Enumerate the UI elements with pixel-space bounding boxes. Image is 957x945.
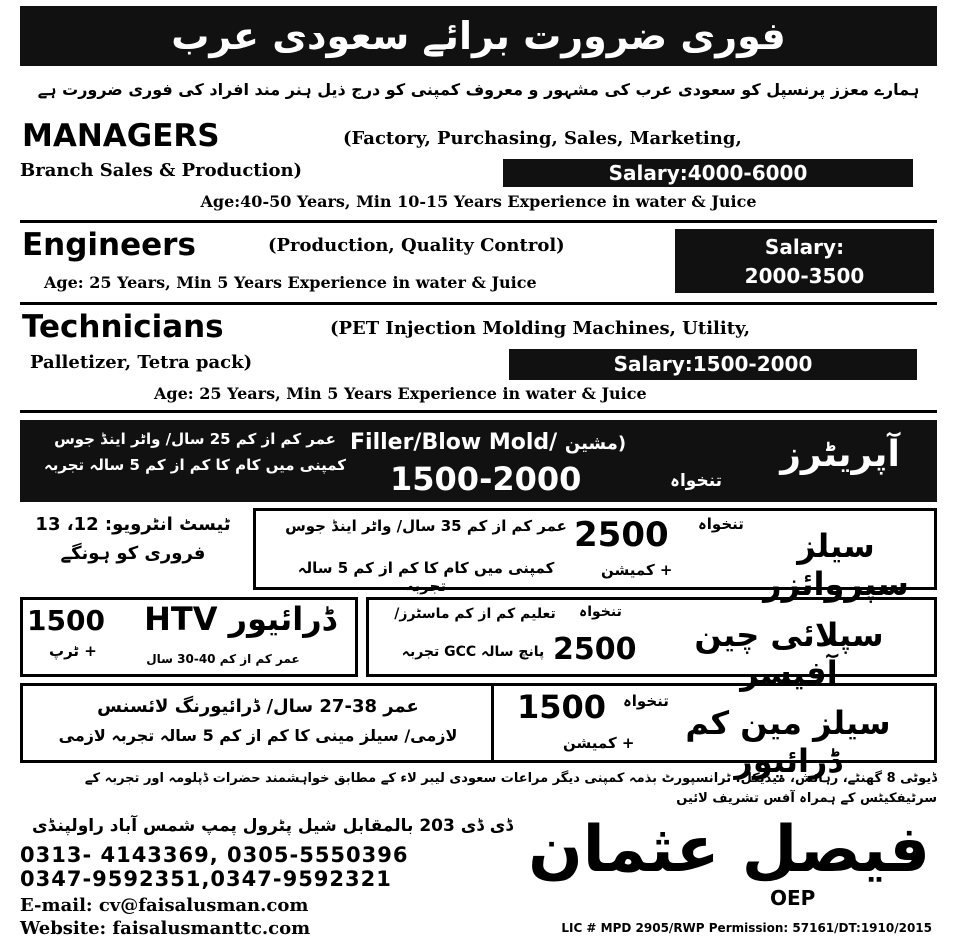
- interview-box: [20, 508, 246, 586]
- salesman-driver-block: [20, 683, 937, 780]
- website-link[interactable]: Website: faisalusmanttc.com: [20, 918, 311, 939]
- interview-month: فروری کو ہونگے: [60, 543, 206, 564]
- license-number: LIC # MPD 2905/RWP Permission: 57161/DT:1910/2015: [561, 921, 932, 935]
- technicians-title: Technicians: [22, 309, 224, 345]
- engineers-areas: (Production, Quality Control): [268, 235, 565, 256]
- htv-driver-trip: + ٹرپ: [49, 642, 97, 660]
- managers-requirement: Age:40-50 Years, Min 10-15 Years Experience in water & Juice: [200, 192, 757, 211]
- engineers-salary-label: Salary:: [764, 235, 845, 259]
- benefits-text: ڈیوٹی 8 گھنٹے، رہائش، میڈیکل، ٹرانسپورٹ بذمہ کمپنی دیگر مراعات سعودی لیبر لاء کے مطابق خواہشمند حضرات ڈپلومہ اور تجربہ کے سرٹیفکیٹس کے ہمراہ آفس تشریف لائیں: [84, 771, 937, 806]
- operators-salary: 1500-2000: [390, 460, 582, 498]
- office-address: ڈی ڈی 203 بالمقابل شیل پٹرول پمپ شمس آباد راولپنڈی: [32, 816, 513, 836]
- supply-chain-salary-label: تنخواہ: [579, 604, 622, 620]
- salesman-driver-commission: + کمیشن: [563, 734, 635, 752]
- supply-chain-block: [366, 597, 937, 692]
- salesman-driver-requirement-2: لازمی/ سیلز مینی کا کم از کم 5 سالہ تجربہ لازمی: [58, 726, 458, 745]
- salesman-driver-divider: [491, 686, 494, 760]
- supply-chain-title: سپلائی چین آفیسر: [694, 616, 884, 692]
- divider: [20, 220, 937, 223]
- salesman-driver-salary: 1500: [517, 688, 607, 726]
- engineers-salary-box: [675, 229, 934, 293]
- sales-supervisor-salary: 2500: [574, 515, 669, 555]
- phone-numbers-1: 0313- 4143369, 0305-5550396: [20, 843, 409, 867]
- technicians-salary: Salary:1500-2000: [509, 349, 917, 380]
- operators-machine: [350, 430, 626, 455]
- managers-areas-line2: Branch Sales & Production): [20, 160, 303, 181]
- supply-chain-salary: 2500: [553, 632, 637, 667]
- operators-machine-prefix: (مشین: [564, 433, 627, 454]
- interview-date: ٹیسٹ انٹرویو: 12، 13: [35, 514, 231, 535]
- divider: [20, 410, 937, 413]
- managers-salary: Salary:4000-6000: [503, 159, 913, 187]
- email-address[interactable]: E-mail: cv@faisalusman.com: [20, 895, 309, 916]
- htv-driver-age: عمر کم از کم 40-30 سال: [146, 652, 300, 666]
- htv-driver-block: [20, 597, 358, 677]
- operators-requirement-1: عمر کم از کم 25 سال/ واٹر اینڈ جوس: [54, 430, 336, 448]
- salesman-driver-salary-label: تنخواہ: [623, 692, 669, 710]
- supply-chain-education: تعلیم کم از کم ماسٹرز/: [394, 606, 556, 622]
- operators-machine-types: Filler/Blow Mold/: [350, 430, 558, 455]
- salesman-driver-title: سیلز مین کم ڈرائیور: [685, 704, 891, 780]
- phone-numbers-2: 0347-9592351,0347-9592321: [20, 867, 392, 891]
- sales-supervisor-title: سیلز سپروائزر: [763, 527, 909, 603]
- page-title: فوری ضرورت برائے سعودی عرب: [171, 14, 786, 58]
- salesman-driver-requirement-1: عمر 38-27 سال/ ڈرائیورنگ لائسنس: [97, 696, 419, 717]
- technicians-areas-line2: Palletizer, Tetra pack): [30, 352, 253, 373]
- engineers-title: Engineers: [22, 227, 196, 263]
- divider: [20, 302, 937, 305]
- sales-supervisor-requirement-2: کمپنی میں کام کا کم از کم 5 سالہ تجربہ: [297, 559, 555, 595]
- operators-title: آپریٹرز: [780, 434, 900, 475]
- htv-driver-title: HTV ڈرائیور: [144, 600, 336, 638]
- brand-oep: OEP: [770, 886, 816, 910]
- brand-logo: فیصل عثمان: [528, 813, 930, 887]
- intro-text: ہمارے معزز پرنسپل کو سعودی عرب کی مشہور و معروف کمپنی کو درج ذیل ہنر مند افراد کی فوری ضرورت ہے: [37, 80, 920, 99]
- sales-supervisor-block: [253, 508, 937, 603]
- operators-requirement-2: کمپنی میں کام کا کم از کم 5 سالہ تجربہ: [43, 456, 346, 474]
- htv-driver-salary: 1500: [27, 604, 105, 637]
- technicians-requirement: Age: 25 Years, Min 5 Years Experience in water & Juice: [154, 384, 647, 403]
- sales-supervisor-commission: + کمیشن: [601, 561, 673, 579]
- managers-title: MANAGERS: [22, 118, 220, 154]
- engineers-requirement: Age: 25 Years, Min 5 Years Experience in water & Juice: [44, 273, 537, 292]
- technicians-areas-line1: (PET Injection Molding Machines, Utility,: [330, 318, 751, 339]
- engineers-salary-range: 2000-3500: [744, 264, 865, 288]
- operators-block: [20, 420, 937, 502]
- managers-areas-line1: (Factory, Purchasing, Sales, Marketing,: [343, 128, 742, 149]
- header-banner: [20, 6, 937, 66]
- sales-supervisor-requirement-1: عمر کم از کم 35 سال/ واٹر اینڈ جوس: [285, 517, 567, 535]
- operators-salary-label: تنخواہ: [670, 471, 723, 491]
- sales-supervisor-salary-label: تنخواہ: [698, 515, 744, 533]
- supply-chain-experience: پانچ سالہ GCC تجربہ: [401, 644, 545, 660]
